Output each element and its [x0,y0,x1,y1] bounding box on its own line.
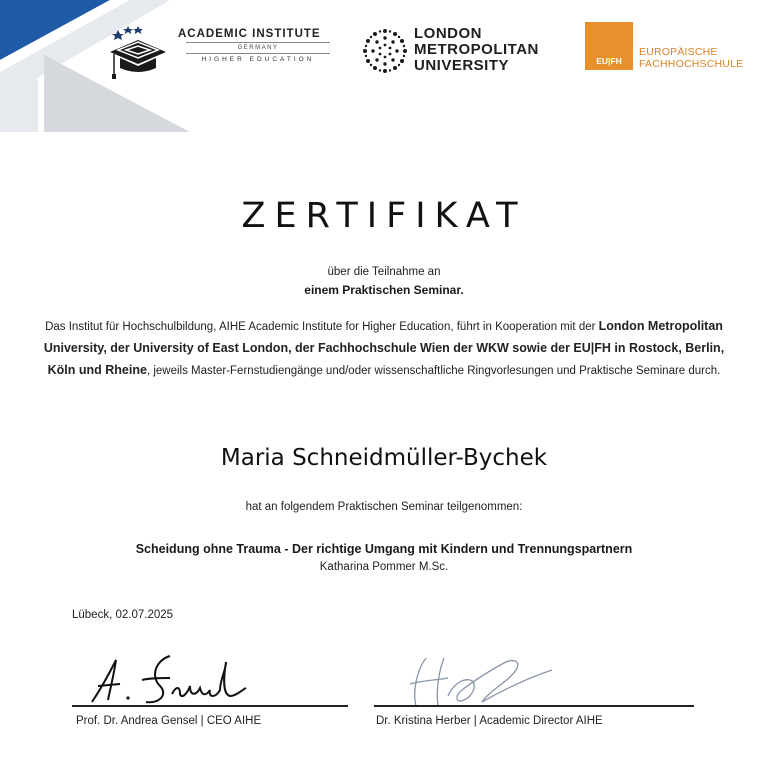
signature-right [392,650,572,710]
intro-partners: London Metropolitan University, der University of East London, der Fachhochschule Wien der WKW sowie der EU|FH in Rostock, Berlin, Köln und Rheine [43,319,725,377]
participant-name: Maria Schneidmüller-Bychek [220,445,548,471]
eufh-line-2: FACHHOCHSCHULE [639,58,744,70]
intro-paragraph [40,316,728,382]
lmu-line-3: UNIVERSITY [414,57,510,74]
seminar-title: Scheidung ohne Trauma - Der richtige Umgang mit Kindern und Trennungspartnern [135,542,633,556]
aihe-name: ACADEMIC INSTITUTE [178,28,321,40]
signature-label-left: Prof. Dr. Andrea Gensel | CEO AIHE [76,715,262,727]
signature-label-right: Dr. Kristina Herber | Academic Director AIHE [376,715,603,727]
signature-left [80,650,260,710]
certificate-title: ZERTIFIKAT [241,196,527,236]
lmu-line-1: LONDON [414,25,482,42]
subtitle-line-1: über die Teilnahme an [327,266,441,278]
aihe-logo [104,24,334,84]
graduation-cap-icon [104,24,174,84]
lmu-logo [360,24,560,80]
dot-circle-icon [360,26,410,76]
signature-line-left [72,705,348,707]
eufh-line-1: EUROPÄISCHE [639,46,718,58]
place-date: Lübeck, 02.07.2025 [72,609,174,621]
intro-text-2: , jeweils Master-Fernstudiengänge und/oder wissenschaftliche Ringvorlesungen und Praktische Seminare durch. [146,365,721,377]
intro-text-1: Das Institut für Hochschulbildung, AIHE Academic Institute for Higher Education, führt in Kooperation mit der [45,321,599,333]
eufh-box-label: EU|FH [596,56,622,66]
subtitle-line-2: einem Praktischen Seminar. [304,283,464,297]
aihe-tagline: HIGHER EDUCATION [201,56,315,63]
aihe-country: GERMANY [237,45,279,51]
eufh-logo-box [585,22,633,70]
signature-line-right [374,705,694,707]
participation-text: hat an folgendem Praktischen Seminar teilgenommen: [245,501,523,513]
lmu-line-2: METROPOLITAN [414,41,539,58]
eufh-logo [585,22,755,72]
seminar-lecturer: Katharina Pommer M.Sc. [319,561,449,573]
